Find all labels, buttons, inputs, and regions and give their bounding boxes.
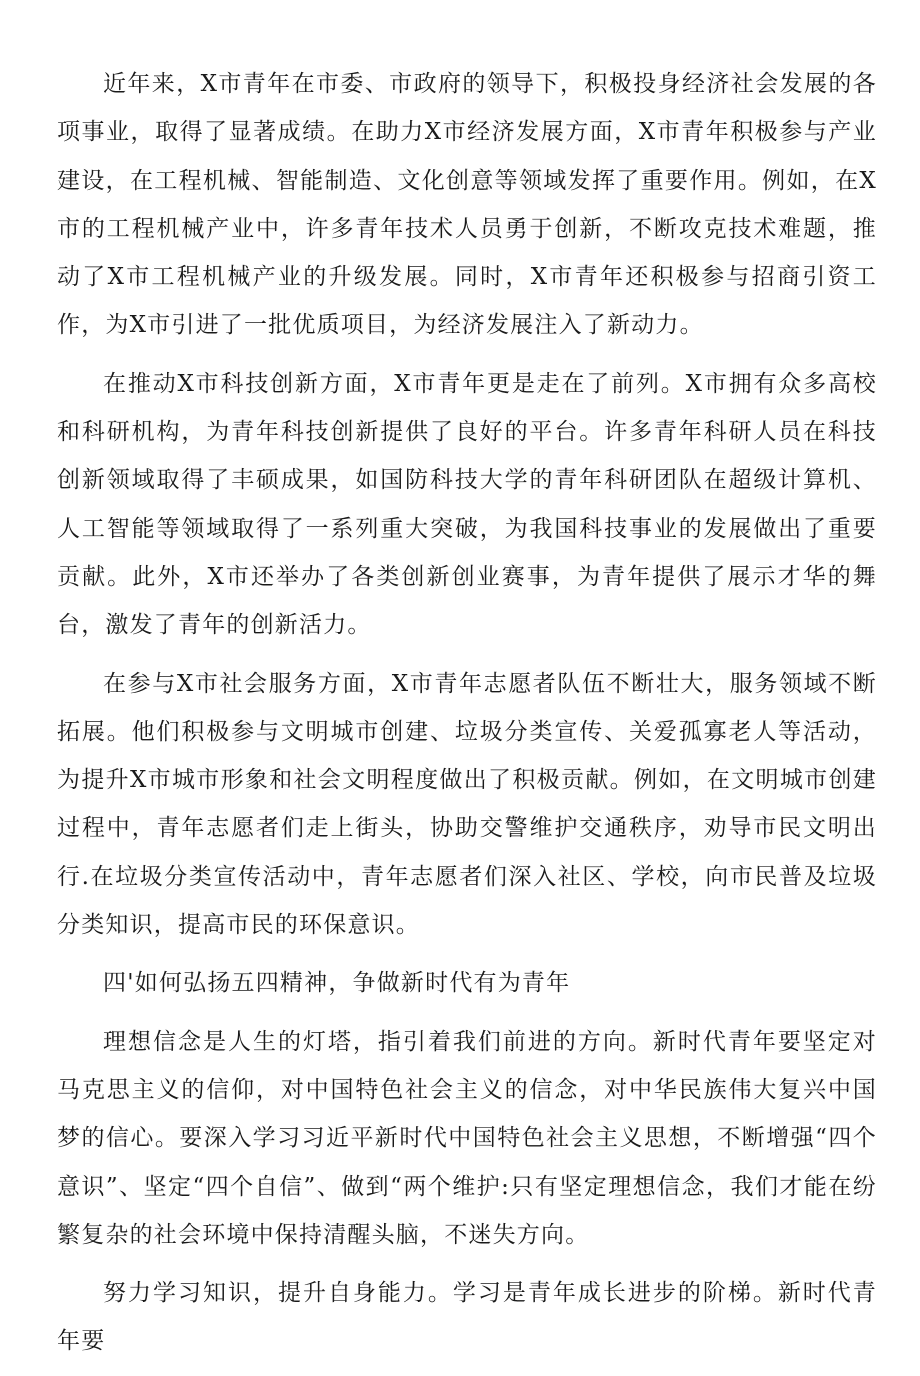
document-body — [57, 60, 877, 1376]
paragraph-tech-innovation: 在推动X市科技创新方面，X市青年更是走在了前列。X市拥有众多高校和科研机构，为青年科技创新提供了良好的平台。许多青年科研人员在科技创新领域取得了丰硕成果，如国防科技大学的青年科研团队在超级计算机、人工智能等领域取得了一系列重大突破，为我国科技事业的发展做出了重要贡献。此外，X市还举办了各类创新创业赛事，为青年提供了展示才华的舞台，激发了青年的创新活力。 — [57, 370, 877, 639]
paragraph-economic-development: 近年来，X市青年在市委、市政府的领导下，积极投身经济社会发展的各项事业，取得了显著成绩。在助力X市经济发展方面，X市青年积极参与产业建设，在工程机械、智能制造、文化创意等领域发挥了重要作用。例如，在X市的工程机械产业中，许多青年技术人员勇于创新，不断攻克技术难题，推动了X市工程机械产业的升级发展。同时，X市青年还积极参与招商引资工作，为X市引进了一批优质项目，为经济发展注入了新动力。 — [57, 71, 877, 339]
paragraph-ideals-beliefs: 理想信念是人生的灯塔，指引着我们前进的方向。新时代青年要坚定对马克思主义的信仰，对中国特色社会主义的信念，对中华民族伟大复兴中国梦的信心。要深入学习习近平新时代中国特色社会主义思想，不断增强“四个意识”、坚定“四个自信”、做到“两个维护:只有坚定理想信念，我们才能在纷繁复杂的社会环境中保持清醒头脑，不迷失方向。 — [57, 1028, 877, 1248]
paragraph-social-service: 在参与X市社会服务方面，X市青年志愿者队伍不断壮大，服务领域不断拓展。他们积极参与文明城市创建、垃圾分类宣传、关爱孤寡老人等活动，为提升X市城市形象和社会文明程度做出了积极贡献。例如，在文明城市创建过程中，青年志愿者们走上街头，协助交警维护交通秩序，劝导市民文明出行.在垃圾分类宣传活动中，青年志愿者们深入社区、学校，向市民普及垃圾分类知识，提高市民的环保意识。 — [57, 670, 877, 939]
paragraph-study-knowledge: 努力学习知识，提升自身能力。学习是青年成长进步的阶梯。新时代青年要 — [57, 1280, 877, 1355]
section-heading: 四'如何弘扬五四精神，争做新时代有为青年 — [103, 970, 571, 997]
